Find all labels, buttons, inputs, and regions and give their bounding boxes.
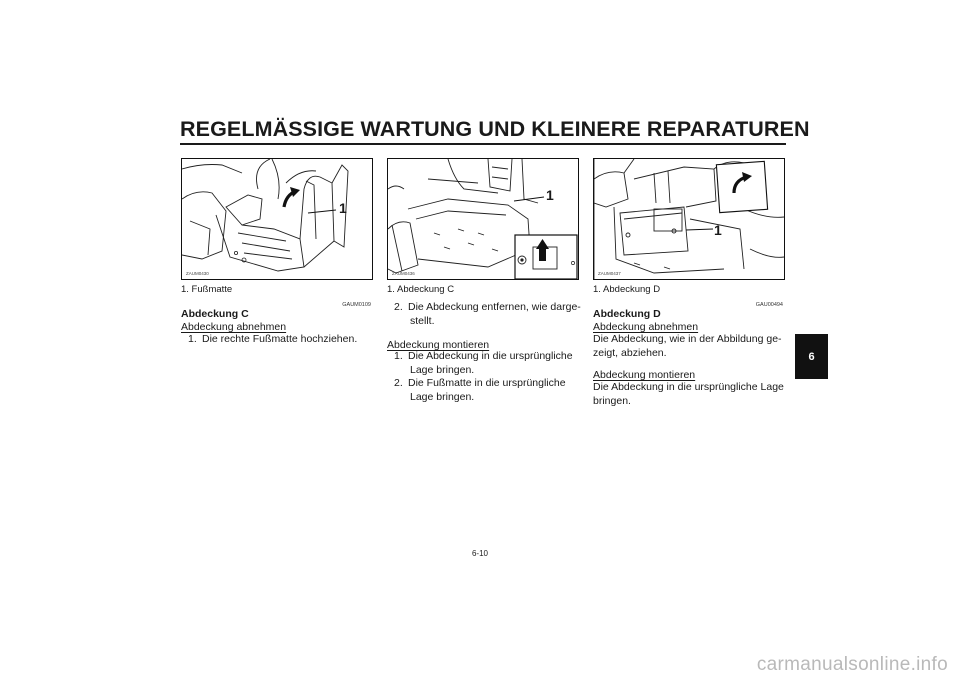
- paragraph-install: [593, 381, 784, 408]
- list-number: 1.: [188, 333, 197, 345]
- list-text: Die Abdeckung entfernen, wie darge-: [408, 301, 581, 313]
- subheading-install: Abdeckung montieren: [387, 339, 490, 351]
- paragraph-line: Die Abdeckung in die ursprüngliche Lage: [593, 381, 784, 393]
- figure-code: ZAUM0437: [598, 271, 621, 276]
- header-rule: [180, 143, 786, 145]
- figure-code: ZAUM0430: [186, 271, 209, 276]
- list-text-continued: Lage bringen.: [410, 363, 475, 376]
- list-text: Die Abdeckung in die ursprüngliche: [408, 350, 573, 362]
- list-item: [394, 301, 581, 328]
- paragraph-remove: [593, 333, 782, 360]
- watermark: carmanualsonline.info: [756, 654, 948, 675]
- section-heading: Abdeckung D: [593, 308, 661, 320]
- list-text: Die rechte Fußmatte hochziehen.: [202, 333, 358, 345]
- figure-cover-c: [387, 158, 579, 280]
- page-title: REGELMÄSSIGE WARTUNG UND KLEINERE REPARATUREN: [180, 117, 810, 141]
- list-item: [394, 377, 566, 404]
- reference-code: GAU00494: [755, 302, 783, 308]
- figure-code: ZAUM0436: [392, 271, 415, 276]
- section-heading: Abdeckung C: [181, 308, 249, 320]
- figure-callout: 1: [714, 222, 722, 238]
- figure-cover-d: [593, 158, 785, 280]
- cover-c-illustration: [388, 159, 578, 279]
- chapter-tab: 6: [795, 334, 828, 379]
- reference-code: GAUM0109: [342, 302, 371, 308]
- figure-caption: 1. Fußmatte: [181, 284, 233, 295]
- floor-mat-illustration: [182, 159, 372, 279]
- figure-callout: 1: [546, 187, 554, 203]
- list-number: 2.: [394, 301, 403, 313]
- list-text-continued: stellt.: [410, 314, 435, 327]
- paragraph-line: bringen.: [593, 394, 631, 407]
- paragraph-line: Die Abdeckung, wie in der Abbildung ge-: [593, 333, 782, 345]
- subheading-remove: Abdeckung abnehmen: [593, 321, 699, 333]
- list-number: 2.: [394, 377, 403, 389]
- cover-d-illustration: [594, 159, 784, 279]
- figure-callout: 1: [339, 200, 347, 216]
- list-number: 1.: [394, 350, 403, 362]
- list-text: Die Fußmatte in die ursprüngliche: [408, 377, 566, 389]
- subheading-install: Abdeckung montieren: [593, 369, 696, 381]
- figure-floor-mat: [181, 158, 373, 280]
- list-item: [188, 333, 357, 347]
- paragraph-line: zeigt, abziehen.: [593, 346, 667, 359]
- figure-caption: 1. Abdeckung C: [387, 284, 455, 295]
- list-item: [394, 350, 573, 377]
- page-number: 6-10: [471, 549, 488, 558]
- subheading-remove: Abdeckung abnehmen: [181, 321, 287, 333]
- list-text-continued: Lage bringen.: [410, 390, 475, 403]
- figure-caption: 1. Abdeckung D: [593, 284, 661, 295]
